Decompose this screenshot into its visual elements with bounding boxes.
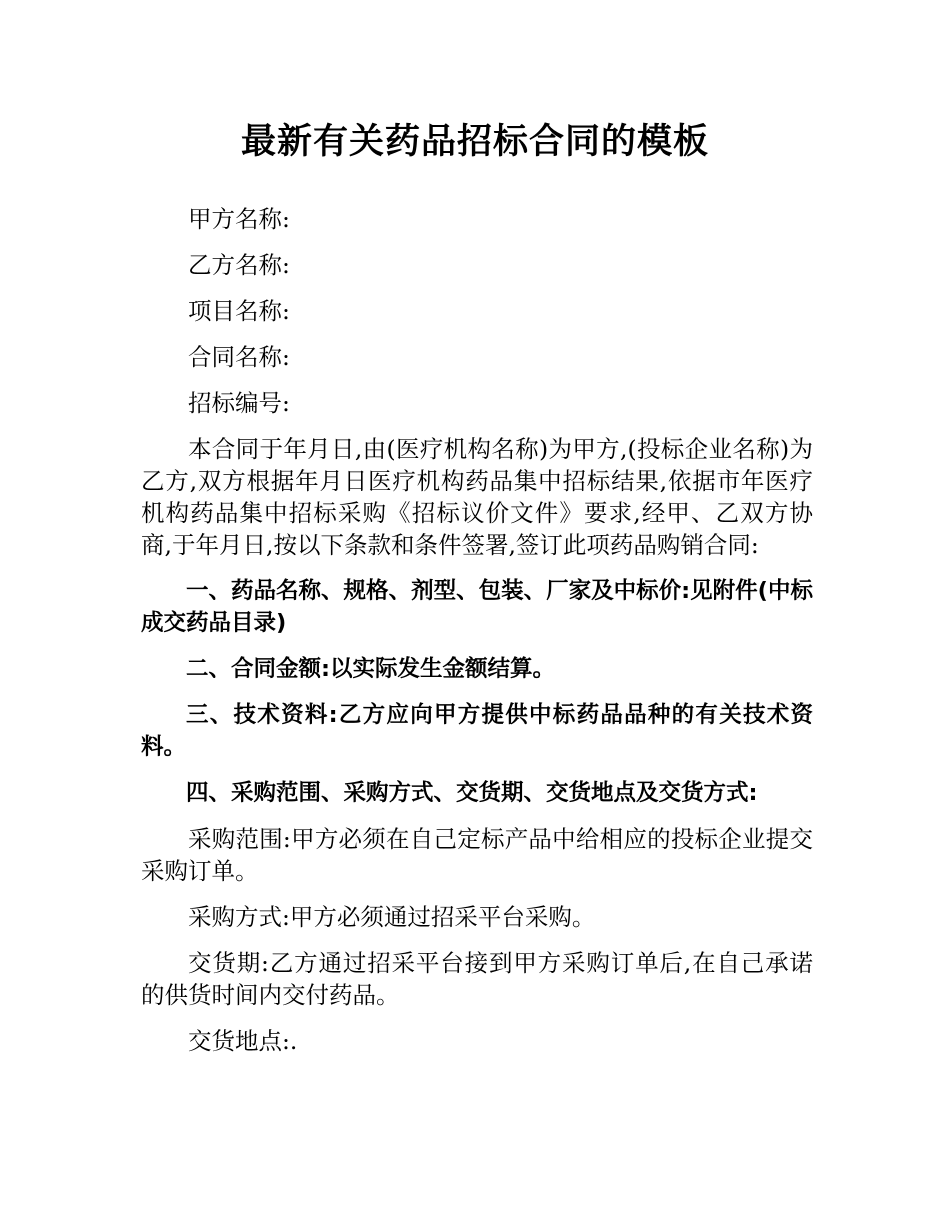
tender-number-line: 招标编号:: [188, 389, 290, 417]
clause-4-heading: 四、采购范围、采购方式、交货期、交货地点及交货方式:: [186, 780, 758, 806]
delivery-period: 交货期:乙方通过招采平台接到甲方采购订单后,在自己承诺的供货时间内交付药品。: [141, 949, 813, 1009]
clause-2-heading: 二、合同金额:以实际发生金额结算。: [186, 656, 555, 682]
document-body: [141, 203, 813, 1071]
contract-preamble: 本合同于年月日,由(医疗机构名称)为甲方,(投标企业名称)为乙方,双方根据年月日医疗机构药品集中招标结果,依据市年医疗机构药品集中招标采购《招标议价文件》要求,经甲、乙双方协商,于年月日,按以下条款和条件签署,签订此项药品购销合同:: [141, 435, 813, 559]
project-name-line: 项目名称:: [188, 297, 290, 325]
purchase-method: 采购方式:甲方必须通过招采平台采购。: [188, 903, 596, 931]
contract-name-line: 合同名称:: [188, 343, 290, 371]
delivery-location: 交货地点:.: [188, 1027, 298, 1055]
purchase-scope: 采购范围:甲方必须在自己定标产品中给相应的投标企业提交采购订单。: [141, 825, 813, 885]
clause-1-heading: 一、药品名称、规格、剂型、包装、厂家及中标价:见附件(中标成交药品目录): [141, 578, 813, 636]
party-b-name-line: 乙方名称:: [188, 251, 290, 279]
clause-3-heading: 三、技术资料:乙方应向甲方提供中标药品品种的有关技术资料。: [141, 702, 813, 760]
document-title: 最新有关药品招标合同的模板: [240, 122, 709, 162]
party-a-name-line: 甲方名称:: [188, 205, 290, 233]
